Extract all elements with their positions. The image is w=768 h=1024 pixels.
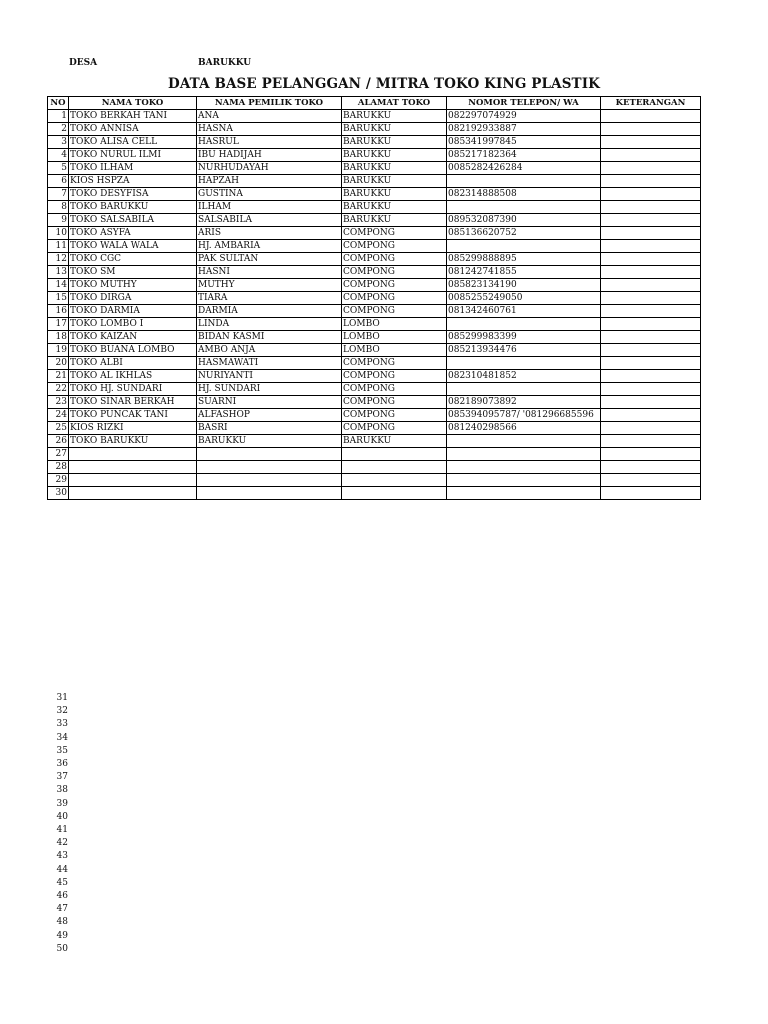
table-row: [48, 136, 701, 149]
telepon-cell: 085394095787/ '081296685596: [447, 409, 601, 422]
table-row: [48, 279, 701, 292]
nama-pemilik-cell: HAPZAH: [197, 175, 342, 188]
row-number: 7: [48, 188, 69, 201]
nama-toko-cell: TOKO SALSABILA: [69, 214, 197, 227]
table-row: [48, 266, 701, 279]
nama-toko-cell: TOKO BUANA LOMBO: [69, 344, 197, 357]
telepon-cell: 089532087390: [447, 214, 601, 227]
row-number: 11: [48, 240, 69, 253]
keterangan-cell: [601, 175, 701, 188]
alamat-cell: COMPONG: [342, 305, 447, 318]
nama-pemilik-cell: MUTHY: [197, 279, 342, 292]
nama-toko-cell: TOKO MUTHY: [69, 279, 197, 292]
nama-pemilik-cell: [197, 461, 342, 474]
nama-toko-cell: TOKO SM: [69, 266, 197, 279]
row-number: 23: [48, 396, 69, 409]
table-row: [48, 188, 701, 201]
nama-toko-cell: TOKO NURUL ILMI: [69, 149, 197, 162]
nama-toko-cell: TOKO DESYFISA: [69, 188, 197, 201]
desa-value: BARUKKU: [198, 58, 252, 68]
keterangan-cell: [601, 292, 701, 305]
row-number: 8: [48, 201, 69, 214]
nama-toko-cell: KIOS HSPZA: [69, 175, 197, 188]
telepon-cell: 082314888508: [447, 188, 601, 201]
row-number: 17: [48, 318, 69, 331]
nama-pemilik-cell: BIDAN KASMI: [197, 331, 342, 344]
telepon-cell: 0085255249050: [447, 292, 601, 305]
keterangan-cell: [601, 305, 701, 318]
alamat-cell: [342, 448, 447, 461]
nama-toko-cell: TOKO ASYFA: [69, 227, 197, 240]
alamat-cell: BARUKKU: [342, 188, 447, 201]
row-number: 3: [48, 136, 69, 149]
table-row: [48, 305, 701, 318]
keterangan-cell: [601, 214, 701, 227]
keterangan-cell: [601, 253, 701, 266]
telepon-cell: 085823134190: [447, 279, 601, 292]
nama-pemilik-cell: [197, 487, 342, 500]
alamat-cell: COMPONG: [342, 240, 447, 253]
telepon-cell: 082297074929: [447, 110, 601, 123]
table-row: [48, 110, 701, 123]
extra-row-number: 41: [56, 825, 68, 836]
keterangan-cell: [601, 201, 701, 214]
row-number: 25: [48, 422, 69, 435]
nama-pemilik-cell: TIARA: [197, 292, 342, 305]
keterangan-cell: [601, 149, 701, 162]
table-row: [48, 175, 701, 188]
row-number: 5: [48, 162, 69, 175]
table-body: [48, 110, 701, 500]
keterangan-cell: [601, 435, 701, 448]
keterangan-cell: [601, 357, 701, 370]
extra-row-number: 48: [56, 917, 68, 928]
keterangan-cell: [601, 409, 701, 422]
alamat-cell: BARUKKU: [342, 149, 447, 162]
nama-pemilik-cell: PAK SULTAN: [197, 253, 342, 266]
nama-toko-cell: TOKO LOMBO I: [69, 318, 197, 331]
extra-row-number: 42: [56, 838, 68, 849]
telepon-cell: [447, 383, 601, 396]
nama-pemilik-cell: GUSTINA: [197, 188, 342, 201]
alamat-cell: [342, 474, 447, 487]
telepon-cell: 085136620752: [447, 227, 601, 240]
alamat-cell: COMPONG: [342, 227, 447, 240]
row-number: 18: [48, 331, 69, 344]
row-number: 30: [48, 487, 69, 500]
nama-pemilik-cell: HASMAWATI: [197, 357, 342, 370]
keterangan-cell: [601, 383, 701, 396]
nama-pemilik-cell: HASRUL: [197, 136, 342, 149]
extra-row-number: 33: [56, 719, 68, 730]
extra-row-number: 49: [56, 930, 68, 941]
telepon-cell: [447, 318, 601, 331]
keterangan-cell: [601, 487, 701, 500]
extra-row-numbers: [40, 692, 68, 956]
nama-pemilik-cell: IBU HADIJAH: [197, 149, 342, 162]
table-row: [48, 318, 701, 331]
row-number: 26: [48, 435, 69, 448]
table-row: [48, 344, 701, 357]
extra-row-number: 40: [56, 811, 68, 822]
telepon-cell: 085299888895: [447, 253, 601, 266]
nama-toko-cell: TOKO DIRGA: [69, 292, 197, 305]
table-row: [48, 331, 701, 344]
table-header-row: [48, 97, 701, 110]
column-header: ALAMAT TOKO: [342, 97, 447, 110]
keterangan-cell: [601, 188, 701, 201]
table-row: [48, 123, 701, 136]
alamat-cell: COMPONG: [342, 266, 447, 279]
alamat-cell: LOMBO: [342, 331, 447, 344]
table-row: [48, 383, 701, 396]
extra-row-number: 43: [56, 851, 68, 862]
telepon-cell: 0085282426284: [447, 162, 601, 175]
table-row: [48, 149, 701, 162]
keterangan-cell: [601, 344, 701, 357]
nama-pemilik-cell: BARUKKU: [197, 435, 342, 448]
keterangan-cell: [601, 448, 701, 461]
keterangan-cell: [601, 318, 701, 331]
row-number: 20: [48, 357, 69, 370]
telepon-cell: [447, 175, 601, 188]
row-number: 6: [48, 175, 69, 188]
nama-pemilik-cell: BASRI: [197, 422, 342, 435]
alamat-cell: COMPONG: [342, 279, 447, 292]
table-row: [48, 422, 701, 435]
alamat-cell: COMPONG: [342, 370, 447, 383]
table-row: [48, 201, 701, 214]
keterangan-cell: [601, 136, 701, 149]
extra-row-number: 38: [56, 785, 68, 796]
telepon-cell: [447, 357, 601, 370]
table-row: [48, 461, 701, 474]
extra-row-number: 32: [56, 706, 68, 717]
table-row: [48, 357, 701, 370]
nama-pemilik-cell: ARIS: [197, 227, 342, 240]
extra-row-number: 50: [56, 943, 68, 954]
extra-row-number: 37: [56, 772, 68, 783]
nama-pemilik-cell: ANA: [197, 110, 342, 123]
nama-toko-cell: TOKO WALA WALA: [69, 240, 197, 253]
keterangan-cell: [601, 422, 701, 435]
nama-toko-cell: TOKO PUNCAK TANI: [69, 409, 197, 422]
nama-pemilik-cell: [197, 448, 342, 461]
nama-pemilik-cell: SALSABILA: [197, 214, 342, 227]
keterangan-cell: [601, 162, 701, 175]
telepon-cell: 082310481852: [447, 370, 601, 383]
alamat-cell: BARUKKU: [342, 201, 447, 214]
table-row: [48, 162, 701, 175]
nama-pemilik-cell: NURIYANTI: [197, 370, 342, 383]
nama-pemilik-cell: SUARNI: [197, 396, 342, 409]
nama-toko-cell: [69, 448, 197, 461]
telepon-cell: [447, 461, 601, 474]
keterangan-cell: [601, 279, 701, 292]
nama-pemilik-cell: [197, 474, 342, 487]
extra-row-number: 39: [56, 798, 68, 809]
telepon-cell: [447, 435, 601, 448]
nama-toko-cell: [69, 474, 197, 487]
row-number: 10: [48, 227, 69, 240]
row-number: 24: [48, 409, 69, 422]
extra-row-number: 36: [56, 759, 68, 770]
nama-pemilik-cell: HJ. SUNDARI: [197, 383, 342, 396]
telepon-cell: [447, 474, 601, 487]
keterangan-cell: [601, 240, 701, 253]
nama-toko-cell: TOKO CGC: [69, 253, 197, 266]
alamat-cell: BARUKKU: [342, 214, 447, 227]
nama-toko-cell: TOKO ALISA CELL: [69, 136, 197, 149]
alamat-cell: LOMBO: [342, 318, 447, 331]
keterangan-cell: [601, 227, 701, 240]
nama-pemilik-cell: DARMIA: [197, 305, 342, 318]
extra-row-number: 46: [56, 891, 68, 902]
nama-pemilik-cell: LINDA: [197, 318, 342, 331]
extra-row-number: 44: [56, 864, 68, 875]
telepon-cell: [447, 448, 601, 461]
telepon-cell: 085217182364: [447, 149, 601, 162]
nama-pemilik-cell: HASNA: [197, 123, 342, 136]
keterangan-cell: [601, 123, 701, 136]
telepon-cell: 085213934476: [447, 344, 601, 357]
nama-toko-cell: TOKO ANNISA: [69, 123, 197, 136]
table-row: [48, 227, 701, 240]
alamat-cell: COMPONG: [342, 409, 447, 422]
row-number: 13: [48, 266, 69, 279]
telepon-cell: 081242741855: [447, 266, 601, 279]
table-row: [48, 240, 701, 253]
keterangan-cell: [601, 474, 701, 487]
table-row: [48, 435, 701, 448]
extra-row-number: 47: [56, 904, 68, 915]
keterangan-cell: [601, 370, 701, 383]
row-number: 12: [48, 253, 69, 266]
table-row: [48, 396, 701, 409]
alamat-cell: BARUKKU: [342, 123, 447, 136]
row-number: 29: [48, 474, 69, 487]
alamat-cell: [342, 461, 447, 474]
alamat-cell: [342, 487, 447, 500]
nama-toko-cell: TOKO ILHAM: [69, 162, 197, 175]
document-title: DATA BASE PELANGGAN / MITRA TOKO KING PLASTIK: [168, 76, 600, 92]
row-number: 4: [48, 149, 69, 162]
nama-pemilik-cell: NURHUDAYAH: [197, 162, 342, 175]
keterangan-cell: [601, 396, 701, 409]
keterangan-cell: [601, 266, 701, 279]
alamat-cell: COMPONG: [342, 357, 447, 370]
telepon-cell: 081240298566: [447, 422, 601, 435]
column-header: KETERANGAN: [601, 97, 701, 110]
row-number: 28: [48, 461, 69, 474]
alamat-cell: COMPONG: [342, 253, 447, 266]
extra-row-number: 31: [56, 693, 68, 703]
nama-pemilik-cell: HASNI: [197, 266, 342, 279]
row-number: 27: [48, 448, 69, 461]
extra-row-number: 35: [56, 745, 68, 756]
nama-toko-cell: TOKO KAIZAN: [69, 331, 197, 344]
column-header: NAMA TOKO: [69, 97, 197, 110]
extra-row-number: 45: [56, 877, 68, 888]
table-row: [48, 292, 701, 305]
table-row: [48, 370, 701, 383]
alamat-cell: BARUKKU: [342, 435, 447, 448]
row-number: 2: [48, 123, 69, 136]
telepon-cell: [447, 240, 601, 253]
table-row: [48, 448, 701, 461]
alamat-cell: BARUKKU: [342, 162, 447, 175]
alamat-cell: COMPONG: [342, 422, 447, 435]
row-number: 15: [48, 292, 69, 305]
customer-table: [47, 96, 701, 500]
alamat-cell: BARUKKU: [342, 110, 447, 123]
telepon-cell: 082189073892: [447, 396, 601, 409]
telepon-cell: [447, 201, 601, 214]
nama-pemilik-cell: ILHAM: [197, 201, 342, 214]
nama-toko-cell: TOKO ALBI: [69, 357, 197, 370]
nama-pemilik-cell: HJ. AMBARIA: [197, 240, 342, 253]
nama-toko-cell: KIOS RIZKI: [69, 422, 197, 435]
nama-pemilik-cell: ALFASHOP: [197, 409, 342, 422]
row-number: 22: [48, 383, 69, 396]
keterangan-cell: [601, 110, 701, 123]
nama-toko-cell: [69, 461, 197, 474]
nama-toko-cell: TOKO SINAR BERKAH: [69, 396, 197, 409]
keterangan-cell: [601, 461, 701, 474]
column-header: NO: [48, 97, 69, 110]
telepon-cell: 085341997845: [447, 136, 601, 149]
nama-toko-cell: TOKO BARUKKU: [69, 201, 197, 214]
telepon-cell: 081342460761: [447, 305, 601, 318]
row-number: 14: [48, 279, 69, 292]
alamat-cell: BARUKKU: [342, 175, 447, 188]
column-header: NOMOR TELEPON/ WA: [447, 97, 601, 110]
alamat-cell: COMPONG: [342, 383, 447, 396]
row-number: 1: [48, 110, 69, 123]
column-header: NAMA PEMILIK TOKO: [197, 97, 342, 110]
nama-pemilik-cell: AMBO ANJA: [197, 344, 342, 357]
row-number: 21: [48, 370, 69, 383]
alamat-cell: LOMBO: [342, 344, 447, 357]
row-number: 9: [48, 214, 69, 227]
nama-toko-cell: TOKO BERKAH TANI: [69, 110, 197, 123]
alamat-cell: COMPONG: [342, 396, 447, 409]
nama-toko-cell: TOKO DARMIA: [69, 305, 197, 318]
row-number: 19: [48, 344, 69, 357]
alamat-cell: COMPONG: [342, 292, 447, 305]
telepon-cell: [447, 487, 601, 500]
table-row: [48, 474, 701, 487]
nama-toko-cell: [69, 487, 197, 500]
nama-toko-cell: TOKO HJ. SUNDARI: [69, 383, 197, 396]
desa-label: DESA: [69, 58, 98, 68]
extra-row-number: 34: [56, 732, 68, 743]
telepon-cell: 082192933887: [447, 123, 601, 136]
nama-toko-cell: TOKO BARUKKU: [69, 435, 197, 448]
row-number: 16: [48, 305, 69, 318]
table-row: [48, 214, 701, 227]
alamat-cell: BARUKKU: [342, 136, 447, 149]
nama-toko-cell: TOKO AL IKHLAS: [69, 370, 197, 383]
table-row: [48, 487, 701, 500]
table-row: [48, 409, 701, 422]
keterangan-cell: [601, 331, 701, 344]
table-row: [48, 253, 701, 266]
telepon-cell: 085299983399: [447, 331, 601, 344]
